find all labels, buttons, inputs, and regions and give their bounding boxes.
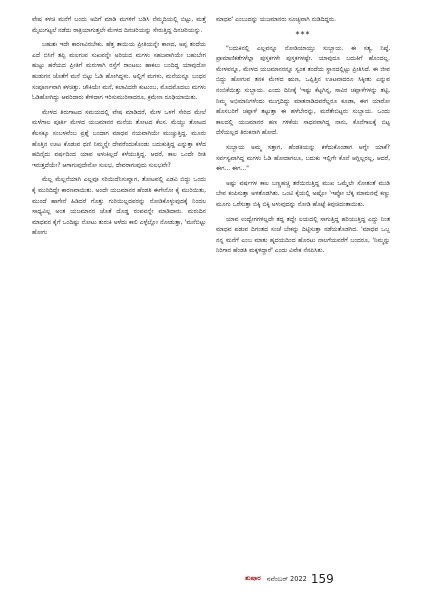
- left-column: [32, 15, 206, 243]
- page-number: 159: [310, 572, 334, 586]
- paragraph: ಅಷ್ಟು ವರ್ಷಗಳ ಕಾಲ ಬಣ್ಣಹಚ್ಚಿ ತರೆಯಿರುತ್ತಿದ್ದ ಮುಖ ಒಮ್ಮೆಲೇ ಸೋತಂತೆ ಮುಡಿ ಬೇವ ಕಂಪಿಸುತ್ತಾ ಅಳತೊಡಗಿತು. ಒಂಟಿ ಕೈಯಲ್ಲಿ ಅಷ್ಟೋ 'ಇಪ್ಪೋ ಬೆಕ್ಕ ಮಾಮನವ್ಗೆ ಕಣ್ಣು ಮೂಗು ಒರೆಸುತ್ತಾ ಬಿಕ್ಕಿ ಬಿಕ್ಕಿ ಅಳುವುದನ್ನು ನೋಡಿ ಹೊಟ್ಟೆ ಕಿವುಚಿದಂತಾಯಿತು.: [216, 179, 390, 208]
- paragraph: "ಬದುಕಿನಲ್ಲಿ ಎಲ್ಲವನ್ನೂ ನೋಡಿಯಾಯ್ತು ಸುಬ್ಬಾಯ. ಈ ಸತ್ಯ, ನಿಷ್ಠೆ, ಪ್ರಾಮಾಣಿಕತೆಗಳೆಲ್ಲಾ ಪುಸ್ತಕಗಳೇ ಪುಸ್ತಕಗಳಷ್ಟೇ. ಯಾವುದೂ ಬದುಕಿಗೆ ಹೊಂದಲ್ಲ. ಮೇಳವನ್ನೂ, ಮೇಳದ ಯಜಮಾನರನ್ನೂ ಸ್ವಂತ ತಂದೆಯ ಸ್ಥಾನದಲ್ಲಿಟ್ಟು ಪ್ರೀತಿಸಿದೆ. ಈ ಜೀವ ಬಿದ್ದು ಹೋಗುವ ತನಕ ಮೇಳದ ಋಣ, ಒಪ್ಪಿತ್ತಿನ ಊಟವಾದರೂ ಸಿಕ್ಕೀತು ಎನ್ನುವ ನಂಬಿಕೆಯಿತ್ತು ಸುಬ್ಬಾಯ. ಎಂದು ದಿನೀಕ್ಕೆ 'ಇಷ್ಟು ಕೆಟ್ಟಗಿನ್ನ, ಸಾವಿರ ಚಪ್ಪಾಳೆಗಳನ್ನು ತಟ್ಟಿ, ನಿಮ್ಮ ಅಭಿಮಾನಿಗಳೆಂದು ಮುಗ್ಗದಿದ್ದು ಮಾತನಾಡಿದವರೆಲ್ಲರೂ ಕೂಡಾ, ಈಗ ಯಾರೋ ಹೊಸಬರಿಗೆ ಚಪ್ಪಾಳೆ ತಟ್ಟುತ್ತಾ ಈ ಹಳೆಬೇರನ್ನು, ಮರೆತೇಬಿಟ್ಟರು ಸುಬ್ಬಾಯ. ಒಂದು ಕಾಲದಲ್ಲಿ ಯಜಮಾನರ ಹಣ ಗಳಿಕೆಯ ಸಾಧನವಾಗಿದ್ದ ನಾನು, ಕೊನೆಗಾಲಕ್ಕೆ ಬಿಟ್ಟ ದೆಸೆಯಲ್ಲದ ತಿರುಕನಾಗಿ ಹೋದೆ.: [216, 44, 390, 137]
- paragraph: ಯಾವ ಉದ್ವೇಗಗಳಿಲ್ಲದೇ ತದ್ದ ತದ್ದೇ ಲಯದಲ್ಲಿ ಸಾಗುತ್ತಿದ್ದ ಹರಿಯುತ್ತಿದ್ದ ಎದ್ದು ನಿಂತ ಮಾಧವ ಪಡುವ ದಿಗಂತದ ಸಂಜೆ ಬೇಕನ್ನು ದಿಟ್ಟಿಸುತ್ತಾ ನಡೆಯತೊಡಗಿದ. 'ಮಾಧವ ಒಬ್ಬ ನನ್ನ ಮನೆಗೆ ಎಂಬ ಮಾತು ಹೃದಯದಿಂದ ಹೊರಟು ನಾಲಗೆಯವರೆಗೆ ಬಂದರೂ, 'ನಿಮ್ಮನ್ನು ನಿರಿಗಾರ ಹೆಂಡತಿ ಮಕ್ಕಳಿದ್ದಾರೆ' ಎಂದು ವಿವೇಕ ನೆನಪಿಸಿತು.: [216, 215, 390, 255]
- page-footer: [245, 572, 334, 586]
- right-column: [216, 15, 390, 261]
- paragraph: ಮೇಳದ ತಿರುಗಾಟದ ಸಮಯದಲ್ಲಿ ವೇಷ ಮಾಡಿದರೆ, ಮೇಳ ಒಳಗೆ ಸೇರಿದ ಮೇಲೆ ಮಳೆಗಾಲ ಪೂರ್ತಿ ಮೇಳದ ಯಜಮಾನರ ಮನೆಯ ತೋಟದ ಕೆಲಸ. ಮೆಯ್ದು ತೋಟದ ಕೆಲಸಕ್ಕೂ ಸಂಬಳವೆಂಬ ಪ್ರಶ್ನೆ ಬಂದಾಗ ಮಾಧವ ನಯವಾಗಿಯೇ ಮುಚ್ಚುತ್ತಿದ್ದ. ಮೂರು ಹೊತ್ತಿನ ಊಟ ಕೊಡುವ ಧಣಿ ನಿಮ್ಮನ್ನೇ ದೇವರೆಂದುಕೊಂಡು ಬದುಕುತ್ತಿದ್ದ ಎನ್ನುತ್ತಾ ಕಳೆದ ಹದಿನೈದು ವರ್ಷದಿಂದ ಯಾವ ಅಳುಕಿಲ್ಲದೆ ಕಳೆಯುತ್ತಿದ್ದ. ಆದರೆ, ಕಾಲ ಒಂದೇ ರೀತಿ ಇರುತ್ತದೆಯೇ? ಆಗಾಗುವುದೇನೋ ಸುಲಭ, ದೇವರಾಗುವುದು ಸುಲಭವೇ?: [32, 108, 206, 169]
- paragraph: ಮಾಧವ' ಎಂಬುದನ್ನು ಯಜಮಾನರು ಸೂಚ್ಯವಾಗಿ ನುಡಿದಿದ್ದರು.: [216, 16, 336, 23]
- paragraph: ವೇಷ ಕಳಚಿ ಮನೆಗೆ ಬಂದು ಅದಿಗೆ ಮಾಡಿ ಮಗಳಿಗೆ ಬಡಿಸಿ ನೆಮ್ಮದಿಯಲ್ಲಿ ಬಿಟ್ಟು, ಮತ್ತೆ ಮೈಲುಗಟ್ಟಲೆ ನಡೆದು ರಾತ್ರಿಯಾಗುತ್ತಲೇ ಮೇಳದ ದಿನಚರಿಯನ್ನು ಸೇರುತ್ತಿದ್ದ ದಿನಚರಿಯನ್ನು.: [32, 16, 206, 34]
- magazine-logo: ತುಷಾರ: [245, 575, 261, 582]
- paragraph: ಬಹುಶಃ ಇದೇ ಕಾರಣವಿರಬೇಕು. ಹೆತ್ತ ತಾಯಿಯ ಪ್ರೀತಿಯನ್ನೇ ಕಾಣದ, ಅಪ್ಪ ತಂದೆಯ ಎದೆ ಬಿಸಿಗೆ ತಪ್ಪಿ ಮಲಗುವ ಸುಖವನ್ನೇ ಅರಿಯದ ಮಗಳು ಸಹಜವಾಗಿಯೇ ಬಹುಬೇಗ ಹುಟ್ಟು ಹರೆಯದ ಪ್ರೀತಿಗೆ ಮರುಳಾಗಿ ರಸ್ತೆಗೆ ರಾಂಟಲು ಹಾಕಲು ಬಂದಿದ್ದ ಯಾವುದೋ ಹುಡುಗನ ಜೊತೆಗೆ ಮನೆ ಬಿಟ್ಟು ಓಡಿ ಹೋಗಿದ್ದಳು. ಅಲ್ಲಿಗೆ ಮಗಳು, ಮನೆಯನ್ನೂ ಬಂಧನ ಸಂಪೂರ್ಣವಾಗಿ ಕಳಚಿತ್ತು. ಚೌಕಿಯೇ ಮನೆ, ಕಲಾವಿದರೇ ಕುಟುಂಬ, ಮೊದಮೊದಲು ಮಗಳು ಓಡಿಹೋಗಿದ್ದು ಆವರಿದಾರು ಕೇಳಿದಾಗ ಇರಿಸುಮುರಿಸಾದರೂ, ಕ್ರಮೇಣ ರೂಢಿಯಾಯಿತು.: [32, 41, 206, 102]
- issue-date: ನವೆಂಬರ್ 2022: [266, 574, 307, 583]
- section-break: ***: [295, 29, 311, 39]
- paragraph: ಮೆಲ್ಲ ಮೆಲ್ಲನೆಯಾಗಿ ಎಲ್ಲವೂ ಸರಿಯಿದೆನಿಸುವ್ವಾಗ, ತೋಟವಲ್ಲಿ ಎಡವಿ ಬಿದ್ದು ಒಂದು ಕೈ ಮುರಿದಿದ್ದೇ ಕಾರಣವಾಯಿತು. ಅಂದೇ ಯಜಮಾನರ ಹೆಂಡತಿ ಈಗೇನೋ ಕೈ ಮುರಿಯಿತು, ಮುಂದೆ ಹಾಗೇನೆ ಹಿಡಿದರೆ ಗೊತ್ತು ಗುರಿಯಿಲ್ಲದವರನ್ನು ನೋಡಿಕೊಳ್ಳುವುದಕ್ಕೆ ನಿಂದಲ ಸಾಧ್ಯವಿಲ್ಲ ಅಂತ ಯಜಮಾನರ ಜೊತೆ ದೊಡ್ಡ ರಂಪವನ್ನೇ ಮಾಡಿದಾರು. ಮರುದಿನ ಮಾಧವನ ಕೈಗೆ ಒಂದಿಷ್ಟು ನೋಟು ತುರುಕಿ ಅಳೆದು ಕಾಲಿ ಎಳ್ಳೆಲ್ಲೋ ನೋಡುತ್ತಾ, 'ಮನೆಬಿಟ್ಟು ಹೋಗು: [32, 176, 206, 237]
- paragraph: ಸುಬ್ಬಾಯ ಅಮ್ಮ ಸತ್ತಾಗ, ಹೆಂಡತಿಯನ್ನು ಕಳೆದುಕೊಂಡಾಗ ಆಗ್ನೇ ಯಾಕೆ? ಸರ್ವಸ್ವವಾಗಿದ್ದ ಮಗಳು ಓಡಿ ಹೋದಾಗಲೂ, ಬದುಕು ಇಲ್ಲಿಗೇ ಕೊನೆ ಆಗ್ಲಿಲ್ಲರಲ್ಲ, ಆದರೆ, ಈಗ... ಈಗ...": [216, 143, 390, 173]
